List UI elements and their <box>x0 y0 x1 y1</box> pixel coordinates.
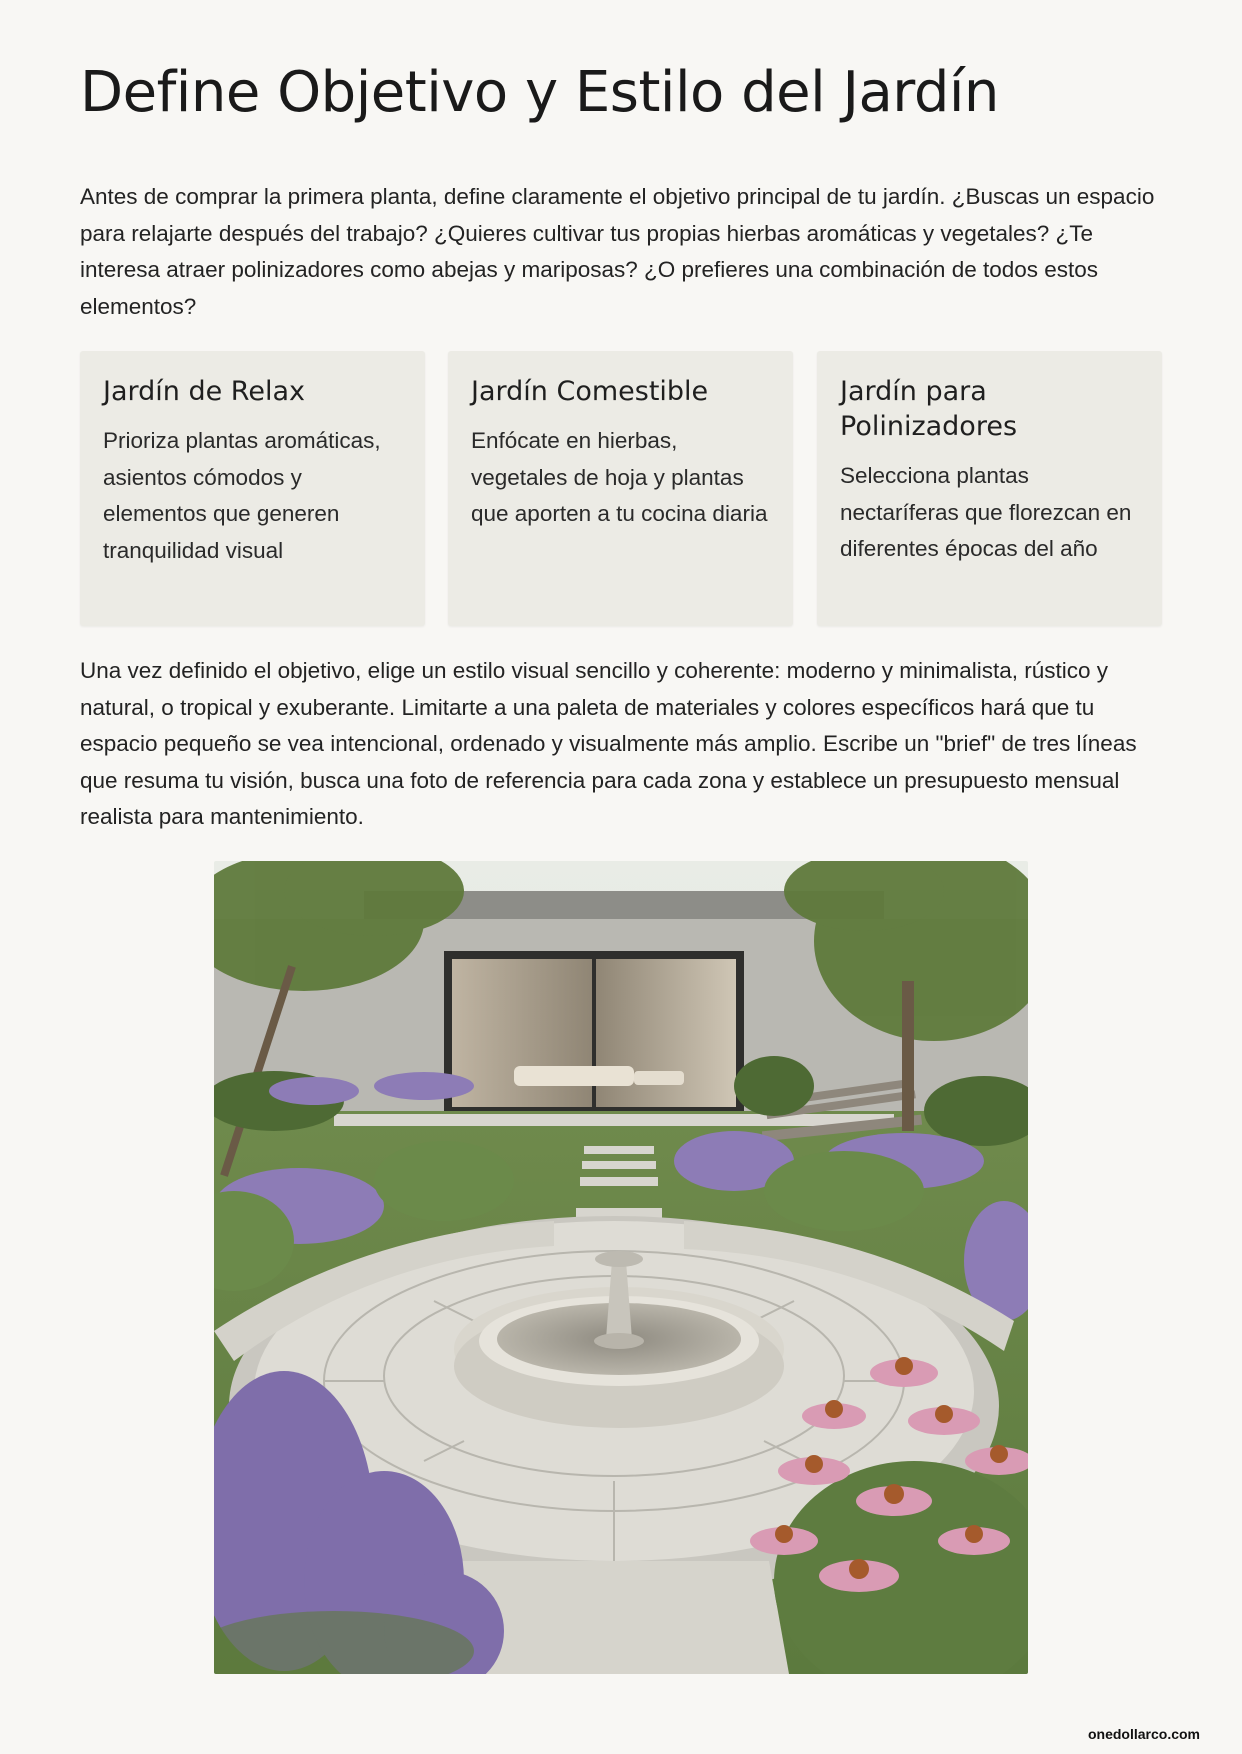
card-body: Prioriza plantas aromáticas, asientos cómodos y elementos que generen tranquilidad visual <box>103 428 381 563</box>
card-title: Jardín para Polinizadores <box>840 376 1018 442</box>
card-relax <box>80 351 425 626</box>
card-body: Selecciona plantas nectaríferas que florezcan en diferentes épocas del año <box>840 463 1132 561</box>
card-pollinators <box>817 351 1162 626</box>
garden-photo <box>214 861 1028 1674</box>
style-paragraph: Una vez definido el objetivo, elige un estilo visual sencillo y coherente: moderno y minimalista, rústico y natural, o tropical y exuberante. Limitarte a una paleta de materiales y colores específicos hará que tu espacio pequeño se vea intencional, ordenado y visualmente más amplio. Escribe un "brief" de tres líneas que resuma tu visión, busca una foto de referencia para cada zona y establece un presupuesto mensual realista para mantenimiento. <box>80 658 1137 829</box>
footer-brand: onedollarco.com <box>1087 1726 1200 1742</box>
intro-paragraph: Antes de comprar la primera planta, define claramente el objetivo principal de tu jardín. ¿Buscas un espacio para relajarte después del trabajo? ¿Quieres cultivar tus propias hierbas aromáticas y vegetales? ¿Te interesa atraer polinizadores como abejas y mariposas? ¿O prefieres una combinación de todos estos elementos? <box>80 184 1155 319</box>
card-body: Enfócate en hierbas, vegetales de hoja y plantas que aporten a tu cocina diaria <box>471 428 768 526</box>
card-title: Jardín Comestible <box>471 376 709 407</box>
goal-cards <box>80 351 1162 626</box>
page-title: Define Objetivo y Estilo del Jardín <box>80 60 999 125</box>
card-title: Jardín de Relax <box>103 376 305 407</box>
card-edible <box>448 351 793 626</box>
garden-illustration <box>214 861 1028 1674</box>
